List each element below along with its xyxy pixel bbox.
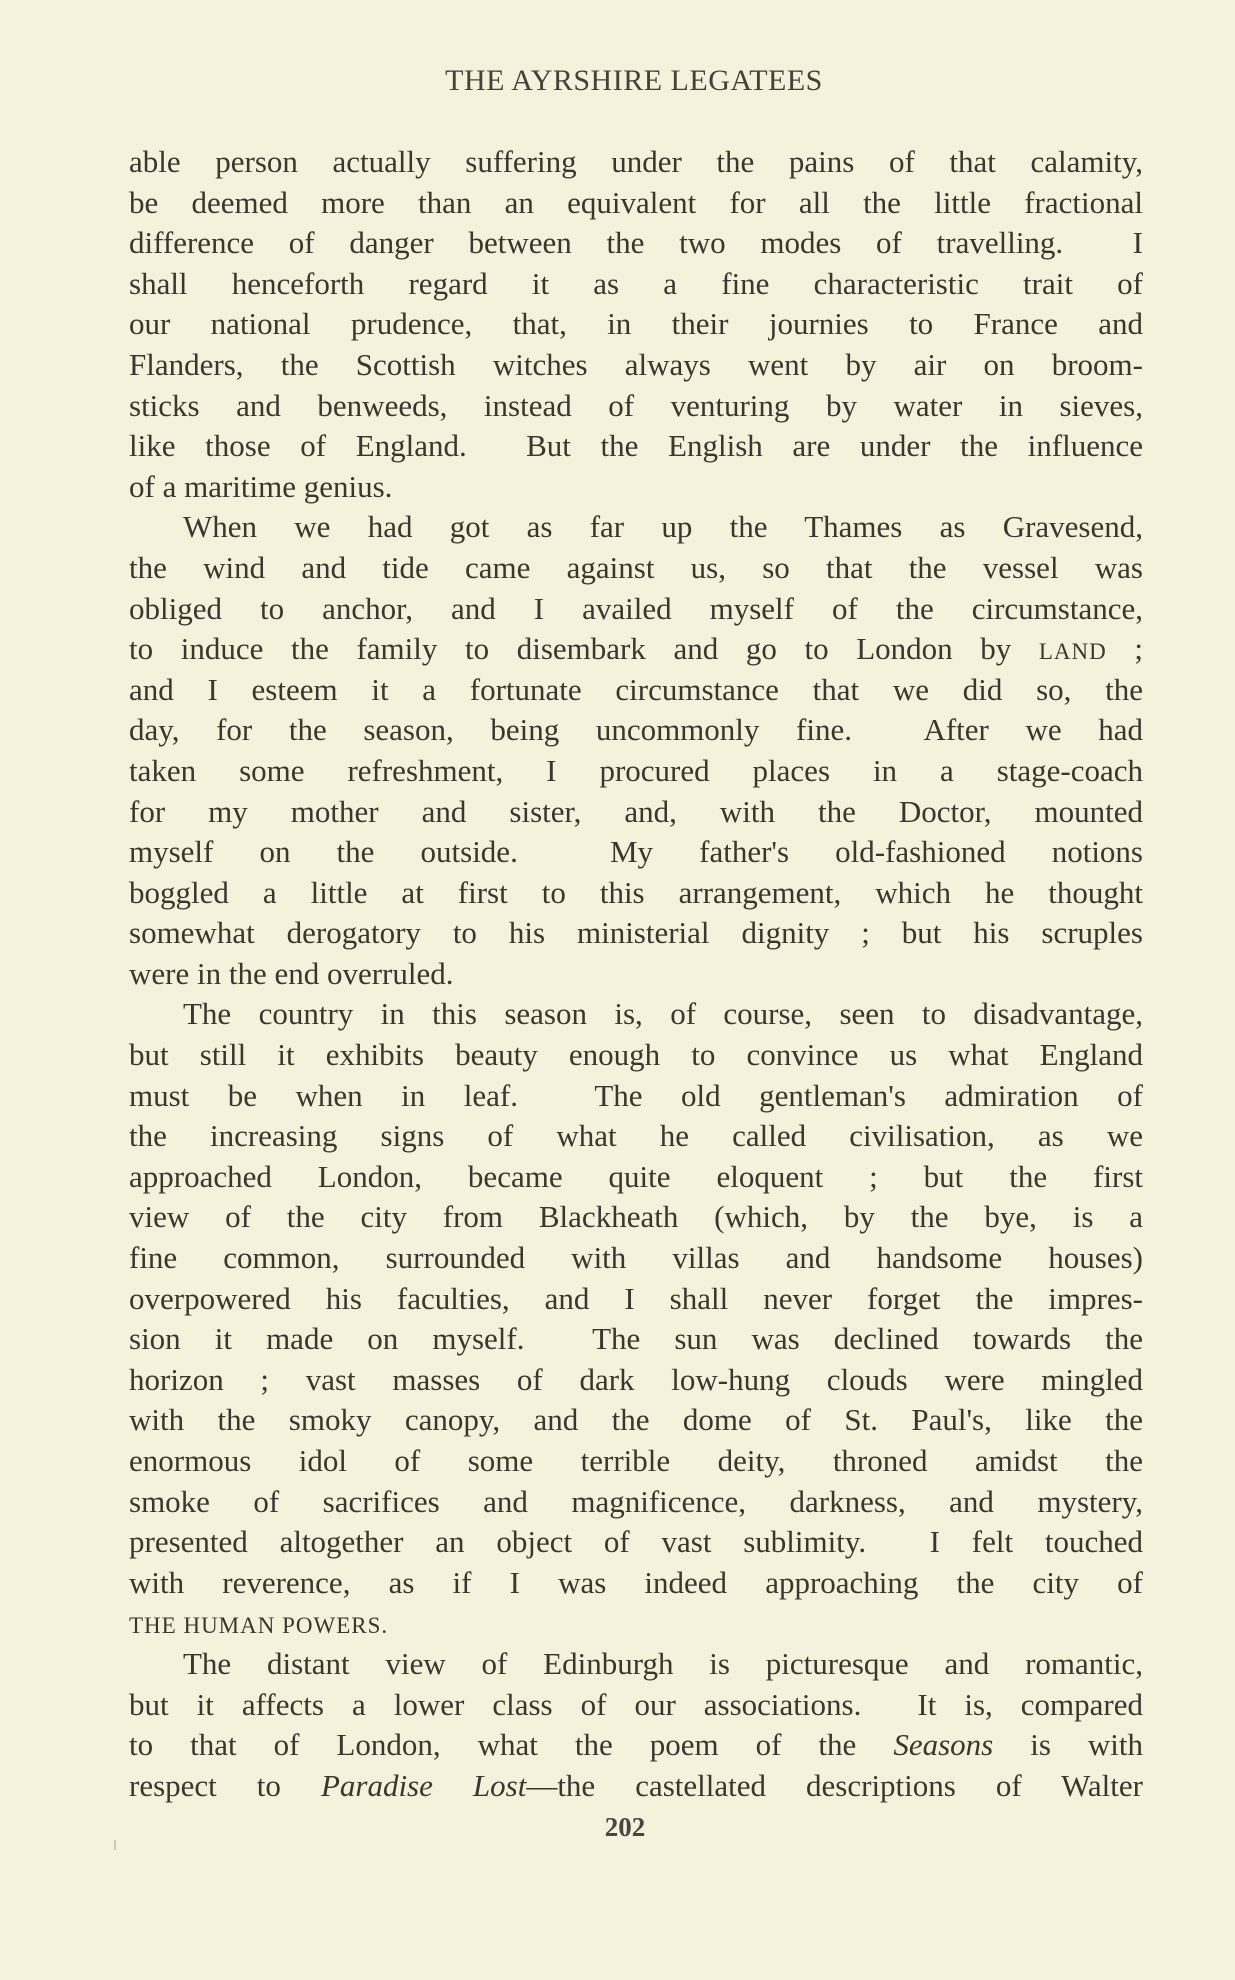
text-line <box>129 1482 1143 1523</box>
text-segment: horizon ; vast masses of dark low-hung clouds were mingled <box>129 1361 1143 1397</box>
text-segment: our national prudence, that, in their journies to France and <box>129 306 1143 342</box>
text-segment: to induce the family to disembark and go to London by <box>129 631 1039 667</box>
text-segment: The country in this season is, of course, seen to disadvantage, <box>183 996 1143 1032</box>
text-line <box>129 1238 1143 1279</box>
text-line <box>129 1076 1143 1117</box>
text-segment: is with <box>993 1727 1143 1763</box>
text-segment: for my mother and sister, and, with the Doctor, mounted <box>129 793 1143 829</box>
text-segment: to that of London, what the poem of the <box>129 1727 894 1763</box>
text-line <box>129 710 1143 751</box>
text-line <box>129 1441 1143 1482</box>
text-segment: overpowered his faculties, and I shall never forget the impres- <box>129 1280 1143 1316</box>
text-segment: like those of England. But the English are under the influence <box>129 428 1143 464</box>
text-line <box>129 467 1143 508</box>
text-line <box>129 1279 1143 1320</box>
text-line <box>129 183 1143 224</box>
text-line <box>129 1197 1143 1238</box>
page-number: 202 <box>604 1812 646 1842</box>
running-header: THE AYRSHIRE LEGATEES <box>445 64 823 97</box>
text-segment: sticks and benweeds, instead of venturing by water in sieves, <box>129 387 1143 423</box>
small-caps-text: LAND <box>1038 639 1107 665</box>
text-segment: able person actually suffering under the pains of that calamity, <box>129 144 1143 179</box>
text-line <box>129 1603 1143 1644</box>
text-segment: the increasing signs of what he called civilisation, as we <box>129 1118 1143 1154</box>
text-line <box>129 994 1143 1035</box>
text-line <box>129 1035 1143 1076</box>
text-segment: boggled a little at first to this arrangement, which he thought <box>129 874 1143 910</box>
text-segment: view of the city from Blackheath (which, by the bye, is a <box>129 1199 1143 1235</box>
text-line <box>129 548 1143 589</box>
text-segment: difference of danger between the two modes of travelling. I <box>129 225 1143 261</box>
text-segment: myself on the outside. My father's old-fashioned notions <box>129 834 1143 870</box>
text-line <box>129 1319 1143 1360</box>
text-line <box>129 426 1143 467</box>
text-segment: somewhat derogatory to his ministerial dignity ; but his scruples <box>129 915 1143 951</box>
text-segment: The distant view of Edinburgh is picturesque and romantic, <box>183 1645 1143 1681</box>
text-segment: enormous idol of some terrible deity, throned amidst the <box>129 1443 1143 1478</box>
text-line <box>129 223 1143 264</box>
text-segment: smoke of sacrifices and magnificence, darkness, and mystery, <box>129 1483 1143 1519</box>
text-segment: When we had got as far up the Thames as Gravesend, <box>183 509 1143 545</box>
text-line <box>129 1644 1143 1685</box>
small-caps-text: THE HUMAN POWERS. <box>129 1613 389 1639</box>
text-segment: ; <box>1106 631 1143 667</box>
text-line <box>129 629 1143 670</box>
text-line <box>129 873 1143 914</box>
text-segment: —the castellated descriptions of Walter <box>526 1767 1143 1803</box>
italic-title: Seasons <box>893 1727 994 1763</box>
text-segment: shall henceforth regard it as a fine characteristic trait of <box>129 265 1143 301</box>
text-line <box>129 304 1143 345</box>
text-segment: Flanders, the Scottish witches always went by air on broom- <box>129 346 1143 382</box>
text-segment: fine common, surrounded with villas and handsome houses) <box>129 1240 1143 1276</box>
scan-mark <box>114 1840 116 1850</box>
text-line <box>129 507 1143 548</box>
text-line <box>129 1766 1143 1807</box>
page-body-text <box>129 142 1143 1806</box>
text-segment: presented altogether an object of vast sublimity. I felt touched <box>129 1524 1143 1560</box>
text-segment: obliged to anchor, and I availed myself of the circumstance, <box>129 590 1143 626</box>
text-line <box>129 386 1143 427</box>
text-line <box>129 1400 1143 1441</box>
text-line <box>129 1522 1143 1563</box>
italic-title: Paradise Lost <box>320 1767 527 1803</box>
text-line <box>129 264 1143 305</box>
text-line <box>129 1116 1143 1157</box>
text-segment: of a maritime genius. <box>129 468 393 504</box>
text-line <box>129 670 1143 711</box>
text-segment: were in the end overruled. <box>129 955 454 991</box>
text-line <box>129 913 1143 954</box>
text-segment: must be when in leaf. The old gentleman's admiration of <box>129 1077 1143 1113</box>
text-segment: approached London, became quite eloquent ; but the first <box>129 1158 1143 1194</box>
text-segment: be deemed more than an equivalent for all the little fractional <box>129 184 1143 220</box>
text-line <box>129 1725 1143 1766</box>
text-line <box>129 954 1143 995</box>
text-line <box>129 1685 1143 1726</box>
text-line <box>129 589 1143 630</box>
text-segment: but it affects a lower class of our associations. It is, compared <box>129 1686 1143 1722</box>
text-line <box>129 1563 1143 1604</box>
text-segment: respect to <box>129 1767 321 1803</box>
text-line <box>129 1157 1143 1198</box>
text-segment: with reverence, as if I was indeed approaching the city of <box>129 1564 1143 1600</box>
text-segment: with the smoky canopy, and the dome of St. Paul's, like the <box>129 1402 1143 1438</box>
text-line <box>129 751 1143 792</box>
text-line <box>129 792 1143 833</box>
text-line <box>129 1360 1143 1401</box>
text-line <box>129 345 1143 386</box>
text-line <box>129 832 1143 873</box>
text-segment: day, for the season, being uncommonly fine. After we had <box>129 712 1143 748</box>
text-segment: taken some refreshment, I procured places in a stage-coach <box>129 752 1143 788</box>
text-line <box>129 142 1143 183</box>
text-segment: sion it made on myself. The sun was declined towards the <box>129 1321 1143 1357</box>
text-segment: but still it exhibits beauty enough to convince us what England <box>129 1037 1143 1073</box>
text-segment: the wind and tide came against us, so that the vessel was <box>129 549 1143 585</box>
text-segment: and I esteem it a fortunate circumstance that we did so, the <box>129 671 1143 707</box>
